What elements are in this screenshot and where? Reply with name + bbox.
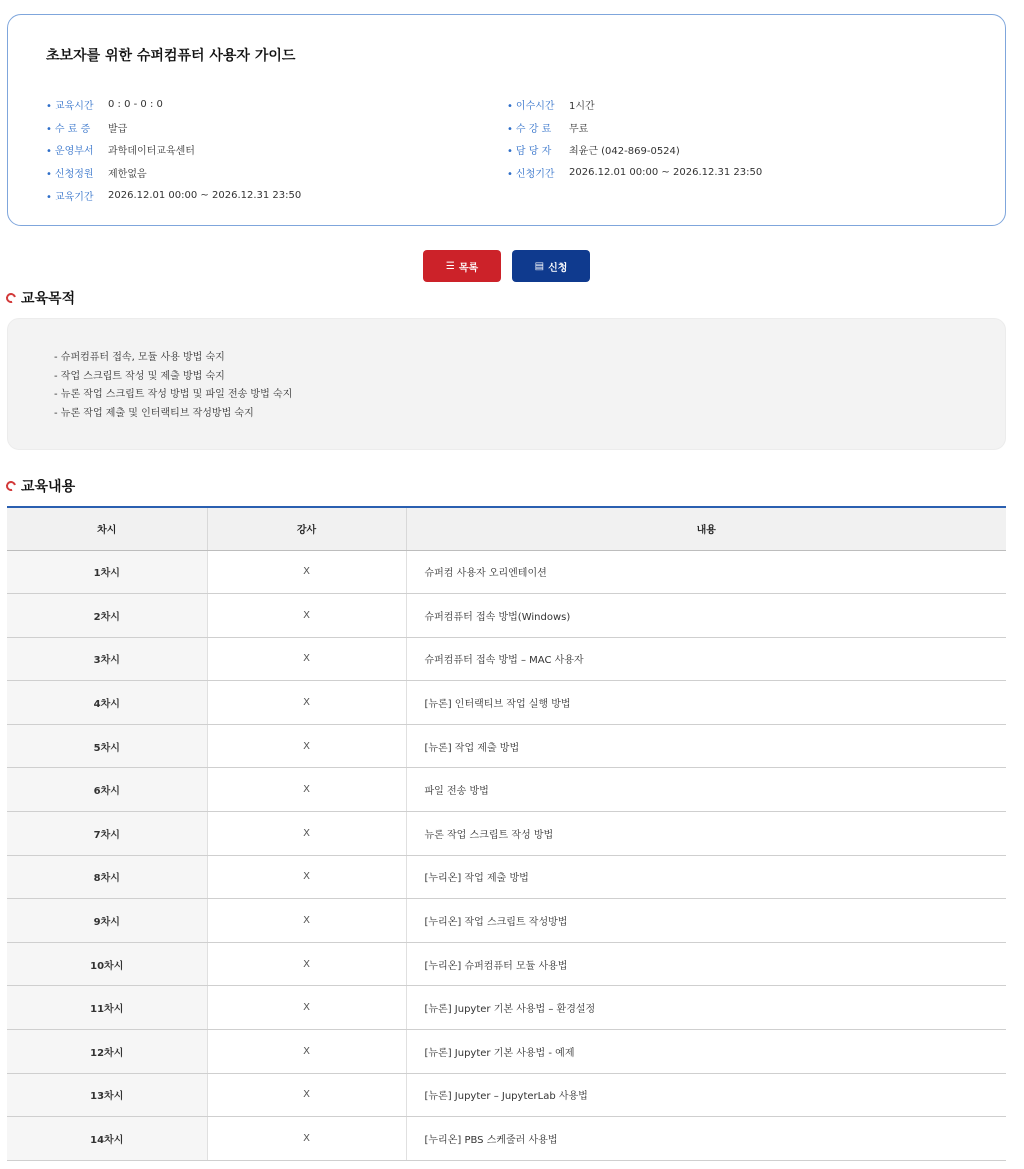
objective-item: - 작업 스크립트 작성 및 제출 방법 숙지 bbox=[54, 370, 225, 382]
content-cell: 슈퍼컴 사용자 오리엔테이션 bbox=[406, 550, 1006, 594]
content-cell: [뉴론] Jupyter – JupyterLab 사용법 bbox=[406, 1073, 1006, 1117]
instructor-cell: X bbox=[207, 1073, 406, 1117]
info-value: 제한없음 bbox=[108, 168, 147, 180]
content-cell: [뉴론] 작업 제출 방법 bbox=[406, 724, 1006, 768]
content-cell: 슈퍼컴퓨터 접속 방법 – MAC 사용자 bbox=[406, 637, 1006, 681]
table-row bbox=[7, 550, 1006, 594]
objective-title: 교육목적 bbox=[21, 291, 76, 307]
objective-item: - 슈퍼컴퓨터 접속, 모듈 사용 방법 숙지 bbox=[54, 352, 225, 363]
session-cell: 10차시 bbox=[7, 942, 207, 986]
session-cell: 5차시 bbox=[7, 724, 207, 768]
info-label: • 신청기간 bbox=[507, 165, 569, 180]
instructor-cell: X bbox=[207, 724, 406, 768]
table-row bbox=[7, 812, 1006, 856]
info-label: • 교육시간 bbox=[46, 97, 108, 112]
info-label: • 운영부서 bbox=[46, 142, 108, 157]
content-cell: [뉴론] 인터랙티브 작업 실행 방법 bbox=[406, 681, 1006, 725]
content-cell: [누리온] PBS 스케줄러 사용법 bbox=[406, 1117, 1006, 1161]
content-cell: [누리온] 슈퍼컴퓨터 모듈 사용법 bbox=[406, 942, 1006, 986]
table-row bbox=[7, 855, 1006, 899]
session-cell: 4차시 bbox=[7, 681, 207, 725]
table-row bbox=[7, 1030, 1006, 1074]
info-value: 무료 bbox=[569, 123, 589, 135]
session-cell: 6차시 bbox=[7, 768, 207, 812]
instructor-cell: X bbox=[207, 637, 406, 681]
info-value: 최윤근 (042-869-0524) bbox=[569, 145, 680, 157]
info-completion-hours bbox=[507, 95, 595, 113]
list-icon: ☰ bbox=[445, 260, 455, 272]
apply-button[interactable] bbox=[512, 250, 590, 282]
session-cell: 12차시 bbox=[7, 1030, 207, 1074]
instructor-cell: X bbox=[207, 594, 406, 638]
schedule-table bbox=[7, 506, 1006, 1161]
objective-heading bbox=[6, 288, 75, 308]
info-fee bbox=[507, 118, 588, 136]
table-header-row bbox=[7, 507, 1006, 550]
info-label: • 담 당 자 bbox=[507, 142, 569, 157]
content-cell: [누리온] 작업 스크립트 작성방법 bbox=[406, 899, 1006, 943]
session-cell: 9차시 bbox=[7, 899, 207, 943]
instructor-cell: X bbox=[207, 986, 406, 1030]
session-cell: 13차시 bbox=[7, 1073, 207, 1117]
content-cell: [누리온] 작업 제출 방법 bbox=[406, 855, 1006, 899]
info-training-period bbox=[46, 186, 301, 204]
info-department bbox=[46, 140, 195, 158]
info-value: 과학데이터교육센터 bbox=[108, 145, 195, 157]
info-value: 0 : 0 - 0 : 0 bbox=[108, 98, 163, 110]
instructor-cell: X bbox=[207, 855, 406, 899]
info-label: • 수 강 료 bbox=[507, 120, 569, 135]
table-row bbox=[7, 768, 1006, 812]
table-row bbox=[7, 724, 1006, 768]
session-cell: 7차시 bbox=[7, 812, 207, 856]
instructor-cell: X bbox=[207, 812, 406, 856]
session-cell: 8차시 bbox=[7, 855, 207, 899]
table-row bbox=[7, 986, 1006, 1030]
table-row bbox=[7, 1073, 1006, 1117]
info-certificate bbox=[46, 118, 127, 136]
session-cell: 11차시 bbox=[7, 986, 207, 1030]
instructor-cell: X bbox=[207, 1117, 406, 1161]
info-manager bbox=[507, 140, 680, 158]
header-session: 차시 bbox=[7, 507, 207, 550]
table-row bbox=[7, 899, 1006, 943]
objective-item: - 뉴론 작업 스크립트 작성 방법 및 파일 전송 방법 숙지 bbox=[54, 389, 293, 400]
instructor-cell: X bbox=[207, 899, 406, 943]
table-row bbox=[7, 594, 1006, 638]
section-marker-icon bbox=[4, 291, 18, 305]
info-label: • 이수시간 bbox=[507, 97, 569, 112]
content-cell: [뉴론] Jupyter 기본 사용법 - 예제 bbox=[406, 1030, 1006, 1074]
content-title: 교육내용 bbox=[21, 479, 76, 495]
info-label: • 신청정원 bbox=[46, 165, 108, 180]
document-icon: ▤ bbox=[534, 260, 545, 272]
objective-box bbox=[7, 318, 1006, 450]
instructor-cell: X bbox=[207, 768, 406, 812]
instructor-cell: X bbox=[207, 681, 406, 725]
content-heading bbox=[6, 476, 75, 496]
session-cell: 2차시 bbox=[7, 594, 207, 638]
list-button[interactable] bbox=[423, 250, 501, 282]
session-cell: 3차시 bbox=[7, 637, 207, 681]
instructor-cell: X bbox=[207, 1030, 406, 1074]
header-instructor: 강사 bbox=[207, 507, 406, 550]
session-cell: 1차시 bbox=[7, 550, 207, 594]
content-cell: 슈퍼컴퓨터 접속 방법(Windows) bbox=[406, 594, 1006, 638]
instructor-cell: X bbox=[207, 550, 406, 594]
info-training-time bbox=[46, 95, 163, 113]
table-row bbox=[7, 681, 1006, 725]
content-cell: [뉴론] Jupyter 기본 사용법 – 환경설정 bbox=[406, 986, 1006, 1030]
info-value: 발급 bbox=[108, 123, 128, 135]
content-cell: 파일 전송 방법 bbox=[406, 768, 1006, 812]
table-row bbox=[7, 637, 1006, 681]
course-info-card bbox=[7, 14, 1006, 226]
list-button-label: 목록 bbox=[458, 262, 479, 274]
apply-button-label: 신청 bbox=[548, 262, 568, 274]
session-cell: 14차시 bbox=[7, 1117, 207, 1161]
info-capacity bbox=[46, 163, 147, 181]
info-application-period bbox=[507, 163, 762, 181]
instructor-cell: X bbox=[207, 942, 406, 986]
content-cell: 뉴론 작업 스크립트 작성 방법 bbox=[406, 812, 1006, 856]
objective-list bbox=[54, 349, 292, 423]
table-row bbox=[7, 1117, 1006, 1161]
header-content: 내용 bbox=[406, 507, 1006, 550]
table-row bbox=[7, 942, 1006, 986]
section-marker-icon bbox=[4, 479, 18, 493]
info-value: 2026.12.01 00:00 ~ 2026.12.31 23:50 bbox=[569, 166, 763, 178]
info-label: • 수 료 증 bbox=[46, 120, 108, 135]
info-label: • 교육기간 bbox=[46, 188, 108, 203]
info-value: 2026.12.01 00:00 ~ 2026.12.31 23:50 bbox=[108, 189, 302, 201]
info-value: 1시간 bbox=[569, 100, 595, 112]
course-title: 초보자를 위한 슈퍼컴퓨터 사용자 가이드 bbox=[46, 48, 296, 64]
objective-item: - 뉴론 작업 제출 및 인터랙티브 작성방법 숙지 bbox=[54, 407, 254, 419]
